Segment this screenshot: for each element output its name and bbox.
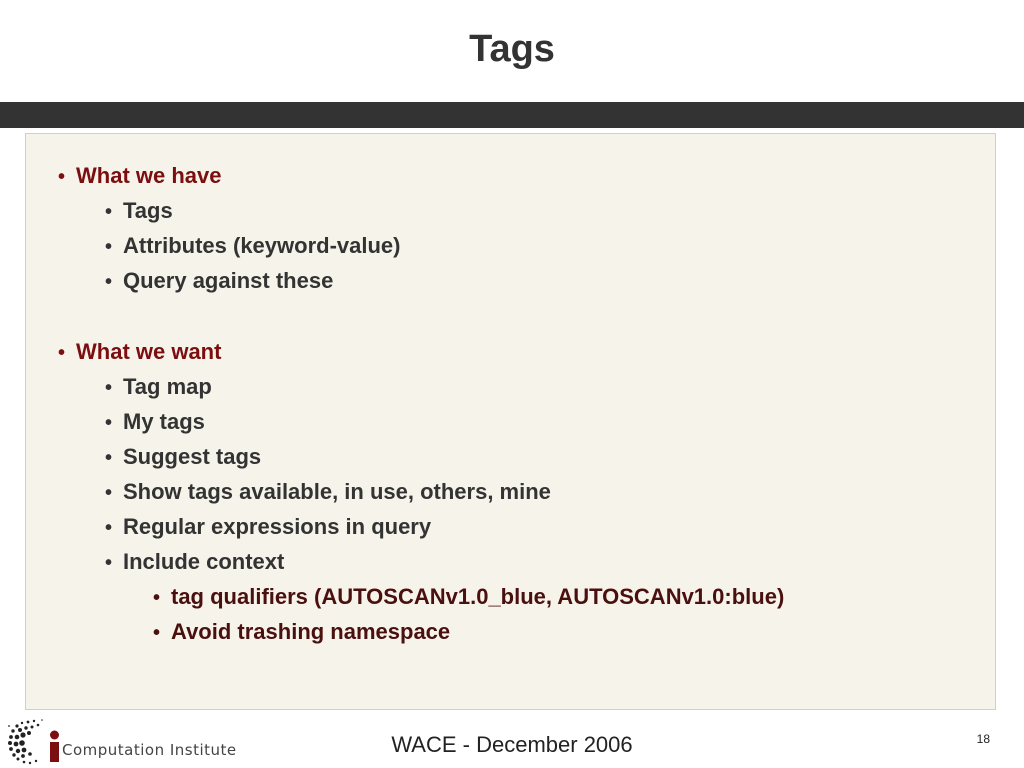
page-number: 18	[976, 732, 990, 746]
list-item-label: Regular expressions in query	[123, 514, 432, 539]
list-item	[105, 513, 431, 542]
list-item	[105, 478, 551, 507]
list-item	[105, 548, 284, 577]
footer-text: WACE - December 2006	[391, 732, 633, 757]
list-item-label: My tags	[123, 409, 205, 434]
list-item-label: Attributes (keyword-value)	[123, 233, 401, 258]
bullet-icon: •	[58, 166, 66, 188]
list-item-label: Tag map	[123, 374, 212, 399]
section-heading-label: What we have	[76, 163, 222, 188]
bullet-icon: •	[105, 552, 113, 574]
bullet-icon: •	[105, 482, 113, 504]
bullet-icon: •	[105, 236, 113, 258]
sub-list-item-label: tag qualifiers (AUTOSCANv1.0_blue, AUTOSCANv1.0:blue)	[171, 584, 785, 609]
section-heading-want	[58, 338, 221, 367]
section-heading-label: What we want	[76, 339, 222, 364]
list-item	[105, 373, 212, 402]
bullet-icon: •	[105, 271, 113, 293]
bullet-icon: •	[105, 412, 113, 434]
title-bar	[0, 102, 1024, 128]
bullet-icon: •	[153, 622, 161, 644]
section-heading-have	[58, 162, 221, 191]
list-item-label: Tags	[123, 198, 173, 223]
bullet-icon: •	[105, 377, 113, 399]
sub-list-item	[153, 583, 784, 612]
bullet-icon: •	[105, 201, 113, 223]
bullet-icon: •	[105, 517, 113, 539]
bullet-icon: •	[105, 447, 113, 469]
list-item-label: Show tags available, in use, others, mine	[123, 479, 551, 504]
list-item-label: Suggest tags	[123, 444, 262, 469]
bullet-icon: •	[153, 587, 161, 609]
list-item	[105, 197, 173, 226]
list-item-label: Query against these	[123, 268, 334, 293]
content-box	[25, 133, 996, 710]
list-item	[105, 443, 261, 472]
sub-list-item	[153, 618, 450, 647]
sub-list-item-label: Avoid trashing namespace	[171, 619, 451, 644]
list-item	[105, 408, 205, 437]
slide-title: Tags	[469, 28, 555, 70]
list-item	[105, 232, 401, 261]
bullet-icon: •	[58, 342, 66, 364]
list-item	[105, 267, 333, 296]
logo-text: Computation Institute	[62, 741, 237, 759]
list-item-label: Include context	[123, 549, 285, 574]
